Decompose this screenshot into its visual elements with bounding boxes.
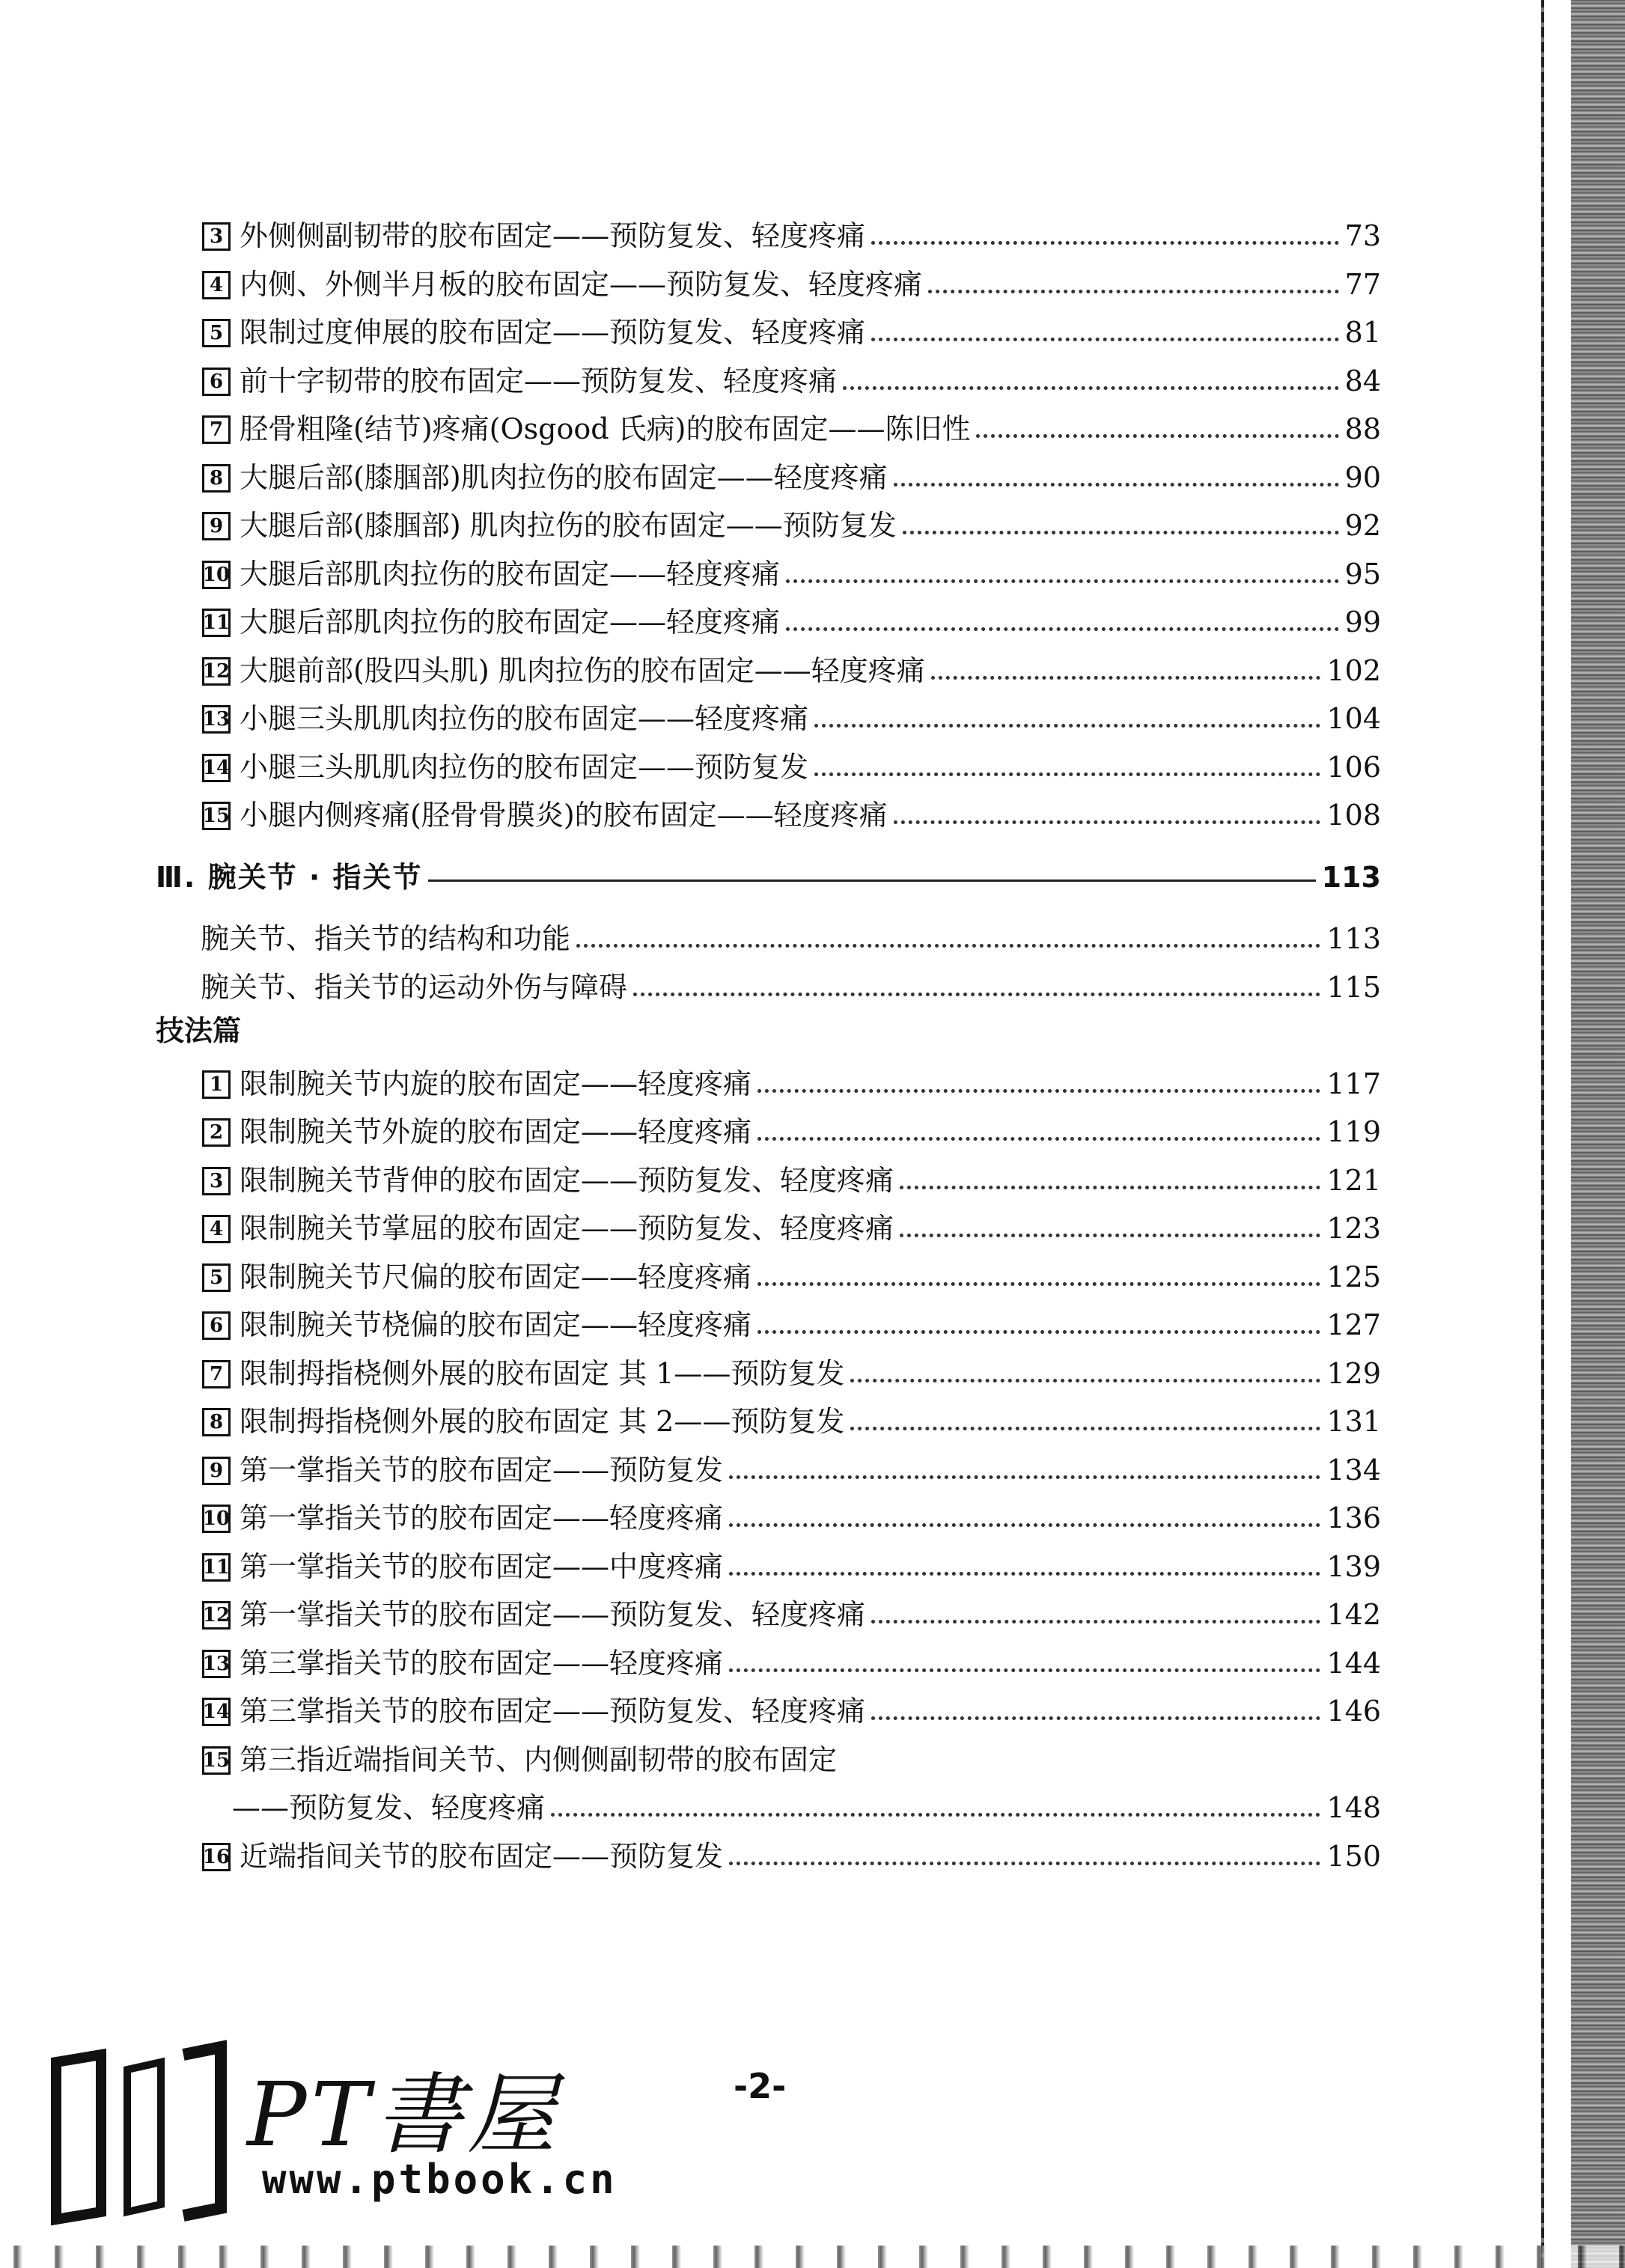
entry-title: 大腿后部肌肉拉伤的胶布固定——轻度疼痛 (240, 558, 781, 591)
toc-entry (202, 1253, 1381, 1295)
dot-leader (729, 1572, 1320, 1576)
entry-page-number: 125 (1326, 1260, 1381, 1293)
entry-page-number: 102 (1326, 654, 1381, 687)
entry-page-number: 146 (1326, 1695, 1381, 1728)
scan-edge-bottom (0, 2246, 1625, 2268)
page-number: -2- (734, 2066, 787, 2106)
entry-page-number: 139 (1326, 1550, 1381, 1583)
dot-leader (976, 434, 1338, 438)
dot-leader (814, 724, 1320, 728)
entry-page-number: 131 (1326, 1405, 1381, 1438)
dot-leader (551, 1813, 1320, 1817)
entry-title: 限制腕关节掌屈的胶布固定——预防复发、轻度疼痛 (240, 1212, 894, 1245)
entry-page-number: 81 (1344, 316, 1381, 349)
section-page-number: 113 (1321, 861, 1381, 894)
toc-entry (202, 647, 1381, 689)
entry-page-number: 119 (1326, 1115, 1381, 1148)
dot-leader (633, 993, 1320, 996)
entry-page-number: 144 (1326, 1647, 1381, 1680)
entry-title: 大腿后部(膝腘部) 肌肉拉伤的胶布固定——预防复发 (240, 509, 897, 542)
dot-leader (729, 1475, 1320, 1479)
dot-leader (871, 1716, 1320, 1720)
toc-entry (202, 357, 1381, 399)
toc-entry (202, 1156, 1381, 1198)
entry-number-box: 3 (202, 1167, 231, 1195)
dot-leader (757, 1282, 1320, 1286)
category-heading: 技法篇 (156, 1014, 242, 1047)
toc-entry (202, 1543, 1381, 1585)
entry-number-box: 7 (202, 415, 231, 444)
ptbook-logo-icon (49, 2040, 228, 2227)
scan-edge-line (1541, 0, 1544, 2268)
entry-title: 第三掌指关节的胶布固定——预防复发、轻度疼痛 (240, 1695, 866, 1728)
dot-leader (850, 1379, 1320, 1383)
subentry-page-number: 115 (1326, 971, 1381, 1004)
toc-entry (202, 1639, 1381, 1681)
dot-leader (729, 1668, 1320, 1672)
entry-title: 限制拇指桡侧外展的胶布固定 其 1——预防复发 (240, 1357, 845, 1390)
dot-leader (814, 772, 1320, 776)
entry-number-box: 15 (202, 802, 231, 830)
entry-page-number: 127 (1326, 1308, 1381, 1341)
toc-entry (202, 550, 1381, 592)
brand-url: www.ptbook.cn (262, 2156, 618, 2203)
entry-title: 外侧侧副韧带的胶布固定——预防复发、轻度疼痛 (240, 219, 866, 252)
entry-title: 第一掌指关节的胶布固定——预防复发 (240, 1454, 724, 1487)
entry-page-number: 148 (1326, 1791, 1381, 1824)
entry-number-box: 11 (202, 609, 231, 637)
entry-page-number: 129 (1326, 1357, 1381, 1390)
dot-leader (928, 290, 1339, 293)
subentry-page-number: 113 (1326, 922, 1381, 955)
brand-name: PT書屋 (247, 2063, 561, 2166)
entry-page-number: 104 (1326, 702, 1381, 735)
entry-number-box: 14 (202, 754, 231, 782)
dot-leader (894, 820, 1321, 824)
entry-page-number: 150 (1326, 1840, 1381, 1873)
dot-leader (757, 1330, 1320, 1334)
dot-leader (576, 944, 1320, 948)
entry-title-continued: ——预防复发、轻度疼痛 (232, 1791, 546, 1824)
entry-page-number: 123 (1326, 1212, 1381, 1245)
entry-title: 内侧、外侧半月板的胶布固定——预防复发、轻度疼痛 (240, 268, 923, 301)
entry-number-box: 10 (202, 1505, 231, 1533)
toc-entry (202, 743, 1381, 785)
dot-leader (850, 1427, 1320, 1430)
dot-leader (903, 531, 1339, 534)
section-label: Ⅲ. 腕关节 · 指关节 (156, 861, 423, 894)
entry-title: 小腿内侧疼痛(胫骨骨膜炎)的胶布固定——轻度疼痛 (240, 799, 888, 832)
toc-entry (202, 1108, 1381, 1150)
entry-number-box: 2 (202, 1118, 231, 1147)
entry-page-number: 136 (1326, 1502, 1381, 1534)
dot-leader (871, 241, 1339, 245)
toc-entry (232, 1784, 1381, 1826)
dot-leader (729, 1523, 1320, 1527)
entry-page-number: 142 (1326, 1598, 1381, 1631)
entry-number-box: 7 (202, 1360, 231, 1388)
entry-title: 大腿后部肌肉拉伤的胶布固定——轻度疼痛 (240, 606, 781, 638)
entry-number-box: 14 (202, 1698, 231, 1726)
toc-entry (202, 695, 1381, 737)
toc-entry (202, 454, 1381, 496)
entry-page-number: 99 (1344, 606, 1381, 638)
dot-leader (757, 1137, 1320, 1141)
entry-page-number: 106 (1326, 751, 1381, 784)
entry-title: 前十字韧带的胶布固定——预防复发、轻度疼痛 (240, 365, 838, 397)
toc-entry (202, 1446, 1381, 1488)
entry-number-box: 4 (202, 1215, 231, 1243)
toc-entry (202, 260, 1381, 302)
entry-page-number: 88 (1344, 412, 1381, 445)
dot-leader (900, 1234, 1320, 1237)
rule-leader (428, 880, 1315, 882)
toc-entry (202, 1591, 1381, 1633)
entry-page-number: 108 (1326, 799, 1381, 832)
scan-edge-right (1571, 0, 1625, 2268)
entry-title: 小腿三头肌肌肉拉伤的胶布固定——预防复发 (240, 751, 809, 784)
entry-page-number: 121 (1326, 1164, 1381, 1197)
entry-number-box: 4 (202, 271, 231, 299)
entry-number-box: 8 (202, 464, 231, 493)
entry-title: 限制腕关节尺偏的胶布固定——轻度疼痛 (240, 1260, 752, 1293)
toc-entry (202, 1301, 1381, 1343)
entry-number-box: 10 (202, 561, 231, 589)
toc-entry (202, 502, 1381, 543)
dot-leader (871, 1620, 1320, 1624)
entry-title: 胫骨粗隆(结节)疼痛(Osgood 氏病)的胶布固定——陈旧性 (240, 412, 971, 445)
entry-page-number: 117 (1326, 1067, 1381, 1100)
entry-number-box: 9 (202, 1457, 231, 1485)
dot-leader (757, 1089, 1320, 1093)
entry-title: 第一掌指关节的胶布固定——中度疼痛 (240, 1550, 724, 1583)
toc-entry (202, 1204, 1381, 1246)
entry-number-box: 13 (202, 1650, 231, 1678)
entry-number-box: 8 (202, 1408, 231, 1436)
entry-number-box: 6 (202, 1311, 231, 1340)
entry-page-number: 95 (1344, 558, 1381, 591)
toc-subentry (201, 915, 1381, 957)
toc-entry (202, 405, 1381, 447)
entry-title: 限制腕关节外旋的胶布固定——轻度疼痛 (240, 1115, 752, 1148)
dot-leader (843, 386, 1339, 390)
dot-leader (729, 1862, 1320, 1865)
entry-number-box: 11 (202, 1553, 231, 1582)
dot-leader (931, 676, 1321, 680)
toc-entry (202, 1687, 1381, 1729)
entry-title: 第三掌指关节的胶布固定——轻度疼痛 (240, 1647, 724, 1680)
entry-title: 限制过度伸展的胶布固定——预防复发、轻度疼痛 (240, 316, 866, 349)
dot-leader (871, 338, 1339, 341)
dot-leader (786, 579, 1339, 583)
toc-entry (202, 1350, 1381, 1391)
toc-entry (202, 598, 1381, 640)
section-heading (156, 853, 1381, 895)
entry-number-box: 5 (202, 319, 231, 347)
entry-page-number: 92 (1344, 509, 1381, 542)
entry-title: 限制腕关节桡偏的胶布固定——轻度疼痛 (240, 1308, 752, 1341)
dot-leader (894, 483, 1339, 487)
entry-title: 限制腕关节内旋的胶布固定——轻度疼痛 (240, 1067, 752, 1100)
entry-title: 第一掌指关节的胶布固定——预防复发、轻度疼痛 (240, 1598, 866, 1631)
entry-page-number: 134 (1326, 1454, 1381, 1487)
entry-title: 大腿后部(膝腘部)肌肉拉伤的胶布固定——轻度疼痛 (240, 461, 888, 494)
dot-leader (786, 627, 1339, 631)
entry-number-box: 3 (202, 222, 231, 251)
entry-number-box: 13 (202, 705, 231, 734)
entry-page-number: 84 (1344, 365, 1381, 397)
toc-entry (202, 1060, 1381, 1102)
entry-number-box: 16 (202, 1843, 231, 1871)
entry-number-box: 12 (202, 657, 231, 686)
toc-subentry (201, 963, 1381, 1005)
toc-entry (202, 1736, 1381, 1778)
entry-title: 大腿前部(股四头肌) 肌肉拉伤的胶布固定——轻度疼痛 (240, 654, 925, 687)
subentry-title: 腕关节、指关节的结构和功能 (201, 922, 571, 955)
subentry-title: 腕关节、指关节的运动外伤与障碍 (201, 971, 628, 1004)
toc-entry (202, 791, 1381, 833)
entry-title: 第三指近端指间关节、内侧侧副韧带的胶布固定 (240, 1743, 838, 1776)
entry-number-box: 12 (202, 1601, 231, 1630)
toc-entry (202, 1494, 1381, 1536)
entry-title: 第一掌指关节的胶布固定——轻度疼痛 (240, 1502, 724, 1534)
toc-entry (202, 212, 1381, 254)
dot-leader (900, 1186, 1320, 1189)
entry-page-number: 73 (1344, 219, 1381, 252)
entry-title: 限制腕关节背伸的胶布固定——预防复发、轻度疼痛 (240, 1164, 894, 1197)
entry-title: 小腿三头肌肌肉拉伤的胶布固定——轻度疼痛 (240, 702, 809, 735)
entry-page-number: 77 (1344, 268, 1381, 301)
entry-title: 近端指间关节的胶布固定——预防复发 (240, 1840, 724, 1873)
entry-title: 限制拇指桡侧外展的胶布固定 其 2——预防复发 (240, 1405, 845, 1438)
toc-entry (202, 308, 1381, 350)
toc-entry (202, 1397, 1381, 1439)
entry-number-box: 6 (202, 368, 231, 396)
entry-number-box: 1 (202, 1070, 231, 1099)
entry-number-box: 9 (202, 512, 231, 540)
toc-entry (202, 1832, 1381, 1874)
entry-number-box: 15 (202, 1746, 231, 1775)
entry-number-box: 5 (202, 1263, 231, 1292)
entry-page-number: 90 (1344, 461, 1381, 494)
